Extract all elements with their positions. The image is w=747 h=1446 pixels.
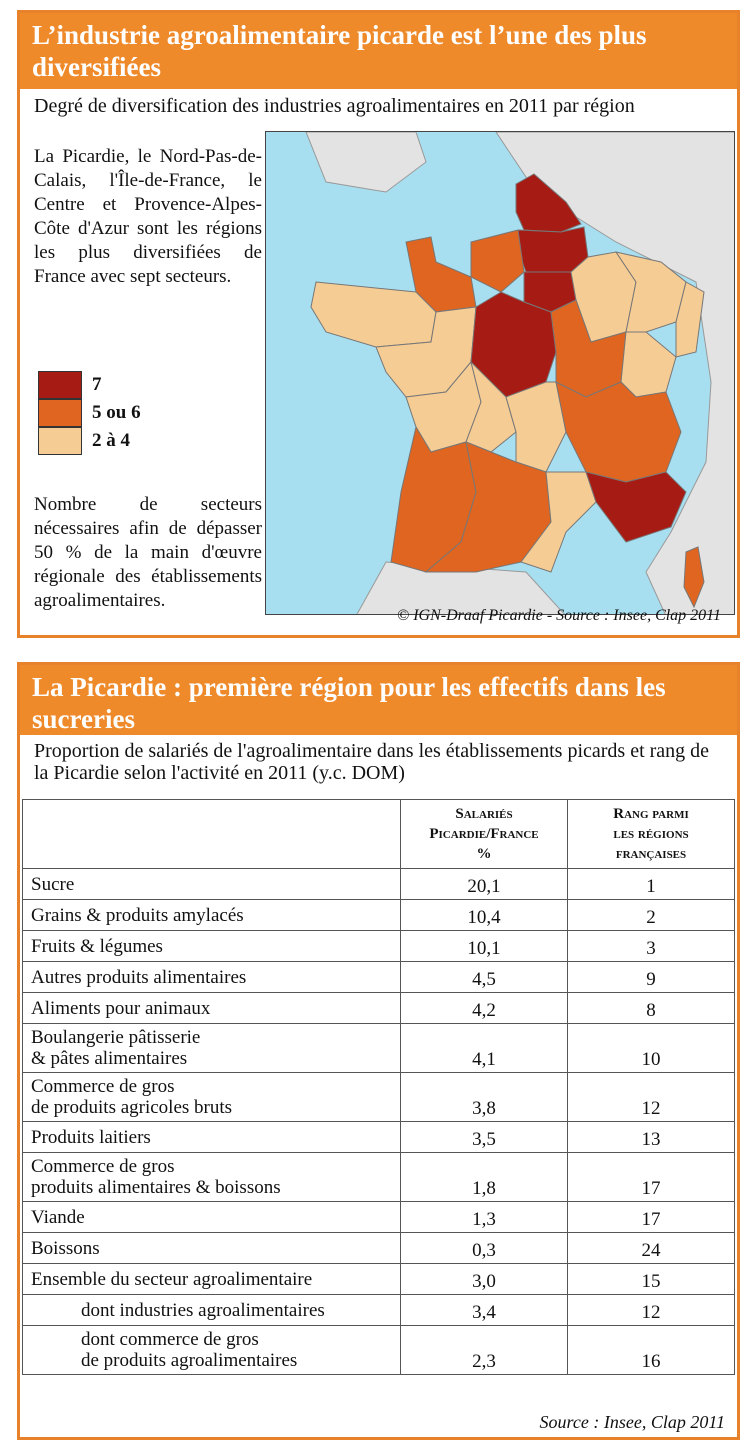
sector-table bbox=[22, 799, 735, 1375]
row-label bbox=[23, 1295, 401, 1326]
region-picardie bbox=[518, 227, 588, 272]
map-panel-title: L’industrie agroalimentaire picarde est l’une des plus diversifiées bbox=[20, 13, 737, 89]
table-subtitle: Proportion de salariés de l'agroalimentaire dans les établissements picards et rang de la Picardie selon l'activité en 2011 (y.c. DOM) bbox=[34, 740, 710, 784]
region-franche-comte bbox=[621, 332, 676, 397]
row-label bbox=[23, 1264, 401, 1295]
table-row bbox=[23, 1233, 735, 1264]
table-row bbox=[23, 1122, 735, 1153]
row-label bbox=[23, 962, 401, 993]
row-label-line2: de produits agroalimentaires bbox=[81, 1350, 298, 1371]
row-percent: 1,8 bbox=[401, 1153, 568, 1202]
table-row bbox=[23, 1024, 735, 1073]
legend-swatch-5-6 bbox=[38, 399, 82, 427]
table-row bbox=[23, 962, 735, 993]
row-label-line1: Viande bbox=[31, 1206, 85, 1228]
row-label-line1: Grains & produits amylacés bbox=[31, 904, 244, 926]
header-salaries bbox=[401, 800, 568, 869]
table-row bbox=[23, 931, 735, 962]
row-percent: 10,4 bbox=[401, 900, 568, 931]
row-percent: 1,3 bbox=[401, 1202, 568, 1233]
row-label-line1: Produits laitiers bbox=[31, 1126, 151, 1148]
region-haute-normandie bbox=[471, 230, 524, 292]
map-note: Nombre de secteurs nécessaires afin de dépasser 50 % de la main d'œuvre régionale des établissements agroalimentaires. bbox=[34, 494, 262, 611]
row-label-line1: dont industries agroalimentaires bbox=[81, 1299, 325, 1321]
row-label-line1: dont commerce de gros bbox=[81, 1329, 259, 1350]
table-panel bbox=[17, 662, 740, 1440]
table-body bbox=[23, 869, 735, 1375]
legend-swatch-2-4 bbox=[38, 427, 82, 455]
table-row bbox=[23, 869, 735, 900]
header-rank bbox=[568, 800, 735, 869]
legend-item-5-6 bbox=[38, 399, 141, 427]
row-label-line1: Commerce de gros bbox=[31, 1076, 175, 1097]
table-row bbox=[23, 993, 735, 1024]
row-label bbox=[23, 1233, 401, 1264]
table-header-row bbox=[23, 800, 735, 869]
header-salaries-line1: Salariés bbox=[455, 806, 513, 822]
legend-label-2-4: 2 à 4 bbox=[92, 430, 130, 451]
map-legend bbox=[38, 371, 141, 455]
row-percent: 3,5 bbox=[401, 1122, 568, 1153]
map-credit: © IGN-Draaf Picardie - Source : Insee, Clap 2011 bbox=[397, 607, 721, 624]
map-svg bbox=[266, 132, 735, 615]
row-percent: 4,5 bbox=[401, 962, 568, 993]
row-label bbox=[23, 993, 401, 1024]
row-label bbox=[23, 1202, 401, 1233]
row-percent: 3,4 bbox=[401, 1295, 568, 1326]
row-rank: 12 bbox=[568, 1073, 735, 1122]
table-row bbox=[23, 900, 735, 931]
row-rank: 13 bbox=[568, 1122, 735, 1153]
row-rank: 8 bbox=[568, 993, 735, 1024]
header-salaries-line3: % bbox=[476, 846, 492, 862]
map-subtitle: Degré de diversification des industries agroalimentaires en 2011 par région bbox=[34, 95, 635, 117]
row-label-line2: & pâtes alimentaires bbox=[31, 1048, 188, 1069]
row-label-line1: Boissons bbox=[31, 1237, 100, 1259]
table-row bbox=[23, 1073, 735, 1122]
table-row bbox=[23, 1326, 735, 1375]
row-rank: 17 bbox=[568, 1153, 735, 1202]
table-row bbox=[23, 1202, 735, 1233]
legend-label-5-6: 5 ou 6 bbox=[92, 402, 141, 423]
row-label-line1: Boulangerie pâtisserie bbox=[31, 1027, 201, 1048]
table-row bbox=[23, 1153, 735, 1202]
row-rank: 16 bbox=[568, 1326, 735, 1375]
table-source: Source : Insee, Clap 2011 bbox=[539, 1412, 725, 1432]
row-label bbox=[23, 931, 401, 962]
table-row bbox=[23, 1295, 735, 1326]
header-activity bbox=[23, 800, 401, 869]
header-rank-line2: les régions bbox=[613, 826, 689, 842]
legend-label-7: 7 bbox=[92, 374, 102, 395]
row-label-line1: Commerce de gros bbox=[31, 1156, 175, 1177]
row-label bbox=[23, 1153, 401, 1202]
row-rank: 2 bbox=[568, 900, 735, 931]
region-rhone-alpes bbox=[556, 382, 681, 482]
row-rank: 1 bbox=[568, 869, 735, 900]
table-panel-title: La Picardie : première région pour les effectifs dans les sucreries bbox=[20, 665, 737, 735]
row-label-line2: de produits agricoles bruts bbox=[31, 1097, 233, 1118]
row-rank: 17 bbox=[568, 1202, 735, 1233]
map-england bbox=[306, 132, 426, 192]
header-rank-line1: Rang parmi bbox=[613, 806, 689, 822]
row-percent: 3,8 bbox=[401, 1073, 568, 1122]
legend-item-2-4 bbox=[38, 427, 141, 455]
row-label-line1: Ensemble du secteur agroalimentaire bbox=[31, 1268, 313, 1290]
row-label bbox=[23, 869, 401, 900]
row-percent: 2,3 bbox=[401, 1326, 568, 1375]
map-intro-text: La Picardie, le Nord-Pas-de-Calais, l'Île-de-France, le Centre et Provence-Alpes-Côte d'Azur sont les régions les plus diversifiées de France avec sept secteurs. bbox=[34, 146, 262, 287]
map-panel bbox=[17, 10, 740, 638]
row-rank: 12 bbox=[568, 1295, 735, 1326]
row-label-line1: Autres produits alimentaires bbox=[31, 966, 247, 988]
row-label bbox=[23, 900, 401, 931]
row-rank: 15 bbox=[568, 1264, 735, 1295]
region-auvergne bbox=[506, 382, 566, 472]
row-label bbox=[23, 1024, 401, 1073]
row-label bbox=[23, 1122, 401, 1153]
header-salaries-line2: Picardie/France bbox=[429, 826, 539, 842]
row-label bbox=[23, 1326, 401, 1375]
legend-swatch-7 bbox=[38, 371, 82, 399]
row-label bbox=[23, 1073, 401, 1122]
legend-item-7 bbox=[38, 371, 141, 399]
row-rank: 10 bbox=[568, 1024, 735, 1073]
row-label-line1: Fruits & légumes bbox=[31, 935, 163, 957]
row-percent: 4,2 bbox=[401, 993, 568, 1024]
row-percent: 0,3 bbox=[401, 1233, 568, 1264]
row-percent: 10,1 bbox=[401, 931, 568, 962]
row-rank: 9 bbox=[568, 962, 735, 993]
row-label-line1: Aliments pour animaux bbox=[31, 997, 211, 1019]
header-rank-line3: françaises bbox=[615, 846, 687, 862]
row-label-line2: produits alimentaires & boissons bbox=[31, 1177, 281, 1198]
row-rank: 3 bbox=[568, 931, 735, 962]
row-label-line1: Sucre bbox=[31, 873, 75, 895]
row-percent: 20,1 bbox=[401, 869, 568, 900]
row-percent: 3,0 bbox=[401, 1264, 568, 1295]
row-percent: 4,1 bbox=[401, 1024, 568, 1073]
france-region-map bbox=[265, 131, 735, 615]
table-row bbox=[23, 1264, 735, 1295]
row-rank: 24 bbox=[568, 1233, 735, 1264]
